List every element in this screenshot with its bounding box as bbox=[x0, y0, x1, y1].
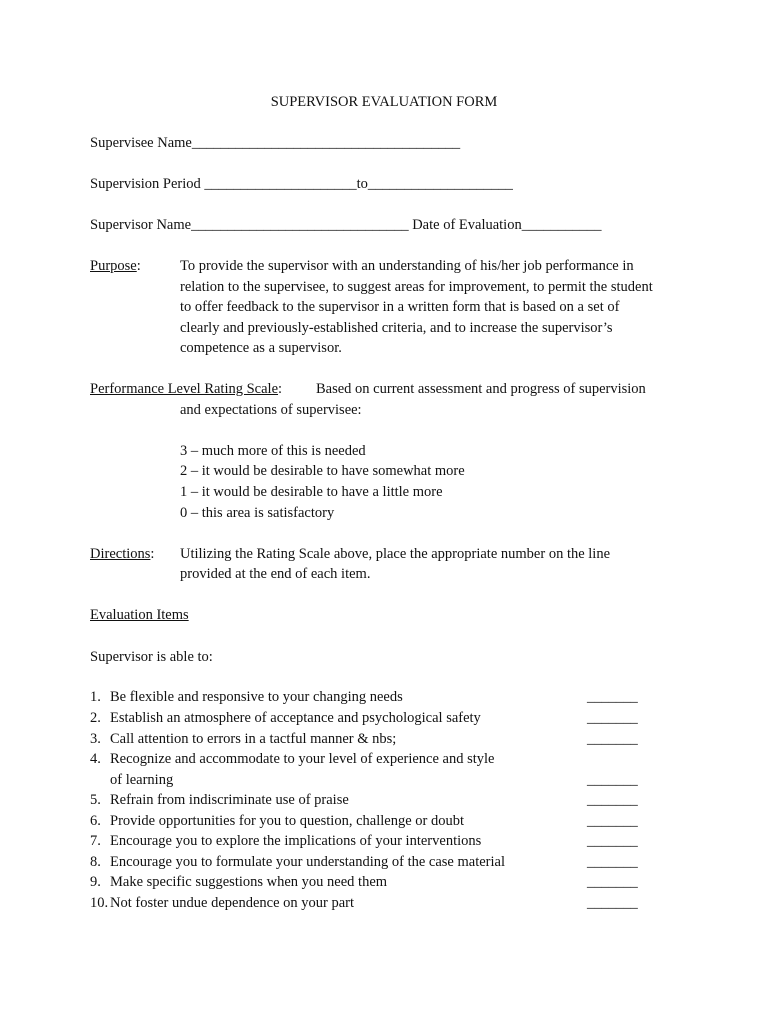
item-text: Provide opportunities for you to question, challenge or doubt bbox=[110, 813, 464, 829]
evaluation-lead: Supervisor is able to: bbox=[90, 649, 213, 665]
rating-level-0: 0 – this area is satisfactory bbox=[180, 505, 335, 521]
item-text: Make specific suggestions when you need them bbox=[110, 874, 388, 890]
purpose-line: To provide the supervisor with an understanding of his/her job performance in bbox=[180, 258, 634, 274]
item-rating-blank: _______ bbox=[587, 874, 638, 890]
item-rating-blank: _______ bbox=[587, 792, 638, 808]
item-number: 9. bbox=[90, 874, 101, 890]
rating-scale-label: Performance Level Rating Scale bbox=[90, 381, 279, 397]
item-text: Recognize and accommodate to your level of experience and style bbox=[110, 751, 495, 767]
item-rating-blank: _______ bbox=[587, 710, 638, 726]
supervisor-name-date-field: Supervisor Name______________________________ Date of Evaluation___________ bbox=[90, 217, 602, 233]
item-text: Establish an atmosphere of acceptance and psychological safety bbox=[110, 710, 481, 726]
item-number: 4. bbox=[90, 751, 101, 767]
directions-text: Utilizing the Rating Scale above, place the appropriate number on the line bbox=[180, 546, 611, 562]
rating-scale-intro-cont: and expectations of supervisee: bbox=[180, 402, 362, 418]
rating-level-2: 2 – it would be desirable to have somewhat more bbox=[180, 463, 465, 479]
purpose-line: relation to the supervisee, to suggest areas for improvement, to permit the student bbox=[180, 278, 653, 295]
purpose-text bbox=[180, 256, 680, 359]
item-rating-blank: _______ bbox=[587, 689, 638, 705]
supervisee-name-field: Supervisee Name_____________________________________ bbox=[90, 135, 461, 151]
item-rating-blank: _______ bbox=[587, 833, 638, 849]
item-text: Not foster undue dependence on your part bbox=[110, 895, 355, 911]
rating-level-3: 3 – much more of this is needed bbox=[180, 443, 366, 459]
item-text: Encourage you to formulate your understanding of the case material bbox=[110, 854, 505, 870]
item-number: 5. bbox=[90, 792, 101, 808]
rating-scale-colon: : bbox=[278, 381, 283, 397]
purpose-line: competence as a supervisor. bbox=[180, 340, 342, 356]
purpose-label: Purpose bbox=[90, 258, 137, 274]
item-number: 1. bbox=[90, 689, 101, 705]
item-text: Encourage you to explore the implications of your interventions bbox=[110, 833, 482, 849]
item-rating-blank: _______ bbox=[587, 895, 638, 911]
item-number: 10. bbox=[90, 895, 109, 911]
item-number: 8. bbox=[90, 854, 101, 870]
purpose-line: to offer feedback to the supervisor in a written form that is based on a set of bbox=[180, 299, 620, 315]
supervision-period-field: Supervision Period _____________________to____________________ bbox=[90, 176, 513, 192]
rating-level-1: 1 – it would be desirable to have a little more bbox=[180, 484, 443, 500]
item-text-cont: of learning bbox=[110, 772, 174, 788]
directions-text-cont: provided at the end of each item. bbox=[180, 566, 371, 582]
directions-label-wrap bbox=[90, 544, 154, 564]
rating-scale-label-wrap bbox=[90, 379, 282, 399]
form-title: SUPERVISOR EVALUATION FORM bbox=[270, 94, 498, 110]
item-number: 2. bbox=[90, 710, 101, 726]
item-text: Refrain from indiscriminate use of praise bbox=[110, 792, 349, 808]
evaluation-heading: Evaluation Items bbox=[90, 607, 189, 623]
item-text: Call attention to errors in a tactful manner & nbs; bbox=[110, 731, 397, 747]
purpose-colon: : bbox=[136, 258, 141, 274]
item-number: 6. bbox=[90, 813, 101, 829]
directions-colon: : bbox=[150, 546, 155, 562]
item-rating-blank: _______ bbox=[587, 854, 638, 870]
purpose-label-wrap bbox=[90, 256, 141, 276]
purpose-line: clearly and previously-established criteria, and to increase the supervisor’s bbox=[180, 319, 613, 336]
item-number: 7. bbox=[90, 833, 101, 849]
item-text: Be flexible and responsive to your changing needs bbox=[110, 689, 403, 705]
directions-label: Directions bbox=[90, 546, 151, 562]
item-number: 3. bbox=[90, 731, 101, 747]
rating-scale-intro: Based on current assessment and progress of supervision bbox=[316, 381, 646, 397]
item-rating-blank: _______ bbox=[587, 813, 638, 829]
item-rating-blank: _______ bbox=[587, 731, 638, 747]
item-rating-blank: _______ bbox=[587, 772, 638, 788]
